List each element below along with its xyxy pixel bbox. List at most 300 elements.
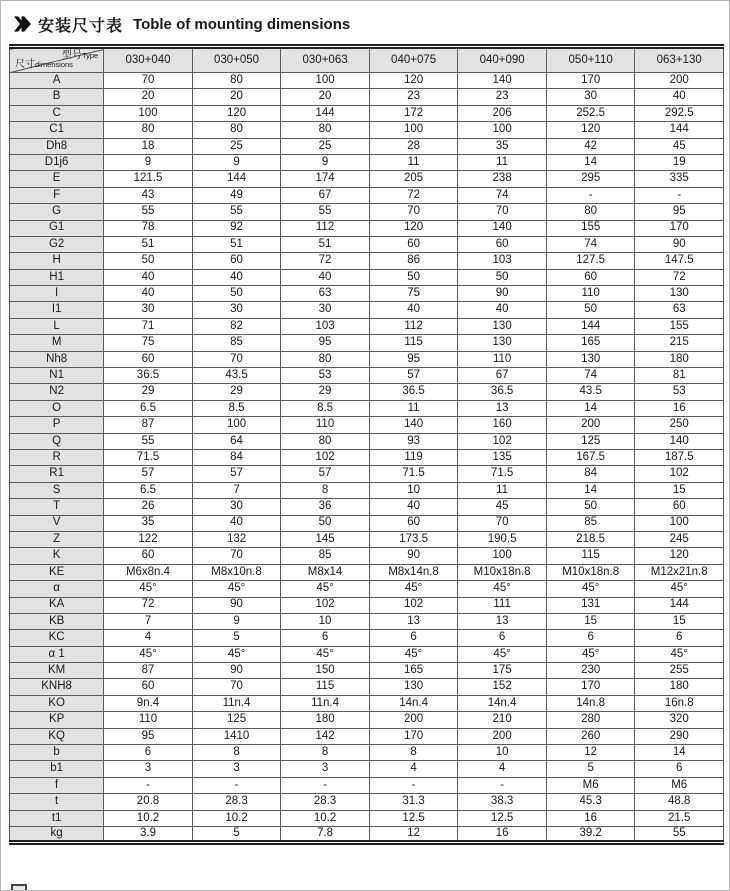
table-row — [10, 613, 724, 629]
value-cell: 80 — [281, 433, 370, 449]
value-cell: 110 — [281, 417, 370, 433]
value-cell: 205 — [369, 171, 458, 187]
value-cell: 121.5 — [104, 171, 193, 187]
value-cell: 82 — [192, 318, 281, 334]
value-cell: 12 — [546, 745, 635, 761]
value-cell: 45 — [635, 138, 724, 154]
value-cell: 3 — [281, 761, 370, 777]
value-cell: 51 — [104, 236, 193, 252]
row-label: E — [10, 171, 104, 187]
value-cell: 85 — [192, 335, 281, 351]
value-cell: 100 — [281, 73, 370, 89]
table-row — [10, 515, 724, 531]
value-cell: 102 — [458, 433, 547, 449]
value-cell: 10.2 — [281, 810, 370, 826]
row-label: α 1 — [10, 646, 104, 662]
value-cell: 102 — [369, 597, 458, 613]
table-row — [10, 695, 724, 711]
column-header: 030+040 — [104, 47, 193, 73]
value-cell: - — [192, 777, 281, 793]
value-cell: 64 — [192, 433, 281, 449]
table-row — [10, 630, 724, 646]
value-cell: 115 — [546, 548, 635, 564]
row-label: A — [10, 73, 104, 89]
value-cell: 29 — [281, 384, 370, 400]
row-label: kg — [10, 826, 104, 842]
value-cell: 13 — [458, 613, 547, 629]
value-cell: 5 — [192, 630, 281, 646]
value-cell: 6 — [635, 761, 724, 777]
value-cell: 70 — [458, 204, 547, 220]
value-cell: 36.5 — [458, 384, 547, 400]
value-cell: 11 — [458, 482, 547, 498]
row-label: S — [10, 482, 104, 498]
value-cell: M8x14 — [281, 564, 370, 580]
value-cell: 80 — [192, 122, 281, 138]
value-cell: 71.5 — [369, 466, 458, 482]
value-cell: 40 — [192, 269, 281, 285]
value-cell: 9 — [281, 154, 370, 170]
value-cell: 14 — [546, 400, 635, 416]
value-cell: 10 — [458, 745, 547, 761]
column-header: 050+110 — [546, 47, 635, 73]
value-cell: 111 — [458, 597, 547, 613]
value-cell: 72 — [104, 597, 193, 613]
table-row — [10, 400, 724, 416]
value-cell: 45° — [458, 581, 547, 597]
value-cell: 42 — [546, 138, 635, 154]
section-title-zh: 安装尺寸表 — [38, 17, 124, 35]
table-row — [10, 351, 724, 367]
value-cell: 70 — [192, 548, 281, 564]
table-row — [10, 482, 724, 498]
value-cell: 36.5 — [104, 368, 193, 384]
row-label: C1 — [10, 122, 104, 138]
value-cell: 45° — [104, 646, 193, 662]
table-row — [10, 663, 724, 679]
value-cell: 20 — [192, 89, 281, 105]
value-cell: 100 — [104, 105, 193, 121]
value-cell: 127.5 — [546, 253, 635, 269]
value-cell: 6 — [635, 630, 724, 646]
value-cell: 132 — [192, 531, 281, 547]
value-cell: 18 — [104, 138, 193, 154]
value-cell: 95 — [635, 204, 724, 220]
value-cell: M6 — [546, 777, 635, 793]
column-header: 040+090 — [458, 47, 547, 73]
table-row — [10, 548, 724, 564]
value-cell: 60 — [104, 548, 193, 564]
row-label: b — [10, 745, 104, 761]
table-row — [10, 564, 724, 580]
value-cell: 40 — [281, 269, 370, 285]
table-row — [10, 826, 724, 842]
value-cell: 57 — [104, 466, 193, 482]
value-cell: 120 — [369, 220, 458, 236]
value-cell: 9 — [192, 154, 281, 170]
value-cell: 53 — [281, 368, 370, 384]
value-cell: - — [369, 777, 458, 793]
value-cell: 130 — [546, 351, 635, 367]
value-cell: 255 — [635, 663, 724, 679]
row-label: α — [10, 581, 104, 597]
value-cell: M6 — [635, 777, 724, 793]
table-row — [10, 646, 724, 662]
value-cell: 11 — [458, 154, 547, 170]
value-cell: - — [635, 187, 724, 203]
value-cell: 13 — [369, 613, 458, 629]
value-cell: 28 — [369, 138, 458, 154]
table-row — [10, 679, 724, 695]
value-cell: 16n.8 — [635, 695, 724, 711]
value-cell: 320 — [635, 712, 724, 728]
value-cell: 50 — [281, 515, 370, 531]
row-label: G2 — [10, 236, 104, 252]
row-label: KB — [10, 613, 104, 629]
value-cell: 130 — [458, 335, 547, 351]
value-cell: 7 — [192, 482, 281, 498]
value-cell: 144 — [635, 597, 724, 613]
value-cell: 112 — [369, 318, 458, 334]
value-cell: 6 — [369, 630, 458, 646]
value-cell: 103 — [281, 318, 370, 334]
row-label: KQ — [10, 728, 104, 744]
table-row — [10, 73, 724, 89]
value-cell: 230 — [546, 663, 635, 679]
row-label: Nh8 — [10, 351, 104, 367]
value-cell: 72 — [635, 269, 724, 285]
value-cell: 72 — [369, 187, 458, 203]
value-cell: 28.3 — [281, 794, 370, 810]
value-cell: 75 — [104, 335, 193, 351]
value-cell: 13 — [458, 400, 547, 416]
value-cell: - — [546, 187, 635, 203]
value-cell: 16 — [635, 400, 724, 416]
row-label: L — [10, 318, 104, 334]
value-cell: M10x18n.8 — [458, 564, 547, 580]
value-cell: 15 — [635, 613, 724, 629]
value-cell: 85 — [546, 515, 635, 531]
value-cell: 55 — [192, 204, 281, 220]
value-cell: 210 — [458, 712, 547, 728]
value-cell: 29 — [104, 384, 193, 400]
column-header: 040+075 — [369, 47, 458, 73]
value-cell: 43.5 — [546, 384, 635, 400]
value-cell: 147.5 — [635, 253, 724, 269]
value-cell: 142 — [281, 728, 370, 744]
value-cell: 20 — [104, 89, 193, 105]
table-row — [10, 318, 724, 334]
value-cell: 50 — [458, 269, 547, 285]
row-label: I — [10, 286, 104, 302]
value-cell: 180 — [635, 679, 724, 695]
value-cell: 10.2 — [104, 810, 193, 826]
row-label: D1j6 — [10, 154, 104, 170]
row-label: R1 — [10, 466, 104, 482]
value-cell: 29 — [192, 384, 281, 400]
value-cell: 80 — [281, 122, 370, 138]
value-cell: 45° — [281, 646, 370, 662]
value-cell: 15 — [635, 482, 724, 498]
row-label: t1 — [10, 810, 104, 826]
value-cell: 25 — [281, 138, 370, 154]
value-cell: 160 — [458, 417, 547, 433]
value-cell: 9n.4 — [104, 695, 193, 711]
value-cell: 7 — [104, 613, 193, 629]
value-cell: 130 — [369, 679, 458, 695]
column-header: 030+063 — [281, 47, 370, 73]
value-cell: 150 — [281, 663, 370, 679]
value-cell: 1410 — [192, 728, 281, 744]
table-row — [10, 368, 724, 384]
value-cell: 16 — [546, 810, 635, 826]
value-cell: 70 — [192, 351, 281, 367]
value-cell: 6 — [104, 745, 193, 761]
value-cell: 45° — [369, 581, 458, 597]
value-cell: 70 — [104, 73, 193, 89]
value-cell: 45° — [192, 646, 281, 662]
value-cell: 119 — [369, 449, 458, 465]
value-cell: 12.5 — [369, 810, 458, 826]
value-cell: M8x14n.8 — [369, 564, 458, 580]
value-cell: 14 — [546, 482, 635, 498]
value-cell: 102 — [281, 449, 370, 465]
value-cell: 120 — [635, 548, 724, 564]
value-cell: 90 — [369, 548, 458, 564]
row-label: C — [10, 105, 104, 121]
value-cell: 30 — [192, 302, 281, 318]
row-label: I1 — [10, 302, 104, 318]
value-cell: 140 — [635, 433, 724, 449]
value-cell: 238 — [458, 171, 547, 187]
value-cell: 3 — [192, 761, 281, 777]
value-cell: 165 — [546, 335, 635, 351]
value-cell: 20 — [281, 89, 370, 105]
value-cell: 215 — [635, 335, 724, 351]
value-cell: 48.8 — [635, 794, 724, 810]
table-row — [10, 499, 724, 515]
value-cell: 26 — [104, 499, 193, 515]
value-cell: 40 — [635, 89, 724, 105]
value-cell: 260 — [546, 728, 635, 744]
row-label: H — [10, 253, 104, 269]
value-cell: 144 — [546, 318, 635, 334]
value-cell: 60 — [458, 236, 547, 252]
value-cell: 80 — [281, 351, 370, 367]
value-cell: 11 — [369, 400, 458, 416]
value-cell: 80 — [104, 122, 193, 138]
value-cell: 6 — [458, 630, 547, 646]
value-cell: 175 — [458, 663, 547, 679]
value-cell: 45° — [635, 646, 724, 662]
value-cell: 165 — [369, 663, 458, 679]
value-cell: 45° — [104, 581, 193, 597]
section-marker-icon — [14, 16, 31, 32]
value-cell: 11n.4 — [192, 695, 281, 711]
table-row — [10, 236, 724, 252]
value-cell: 71 — [104, 318, 193, 334]
value-cell: 36.5 — [369, 384, 458, 400]
value-cell: 70 — [369, 204, 458, 220]
value-cell: 173.5 — [369, 531, 458, 547]
table-row — [10, 531, 724, 547]
value-cell: 6.5 — [104, 482, 193, 498]
value-cell: 170 — [635, 220, 724, 236]
value-cell: 20.8 — [104, 794, 193, 810]
value-cell: 87 — [104, 417, 193, 433]
table-row — [10, 597, 724, 613]
value-cell: M8x10n.8 — [192, 564, 281, 580]
value-cell: 103 — [458, 253, 547, 269]
value-cell: 36 — [281, 499, 370, 515]
value-cell: 85 — [281, 548, 370, 564]
row-label: H1 — [10, 269, 104, 285]
value-cell: 130 — [458, 318, 547, 334]
table-row — [10, 761, 724, 777]
value-cell: 252.5 — [546, 105, 635, 121]
value-cell: 16 — [458, 826, 547, 842]
value-cell: 122 — [104, 531, 193, 547]
value-cell: 63 — [635, 302, 724, 318]
value-cell: 45° — [635, 581, 724, 597]
value-cell: 200 — [369, 712, 458, 728]
row-label: KNH8 — [10, 679, 104, 695]
value-cell: 187.5 — [635, 449, 724, 465]
value-cell: 14 — [546, 154, 635, 170]
value-cell: 23 — [369, 89, 458, 105]
value-cell: 145 — [281, 531, 370, 547]
table-row — [10, 302, 724, 318]
value-cell: 51 — [281, 236, 370, 252]
value-cell: 144 — [192, 171, 281, 187]
row-label: K — [10, 548, 104, 564]
value-cell: 45° — [192, 581, 281, 597]
row-label: G1 — [10, 220, 104, 236]
value-cell: 8 — [281, 482, 370, 498]
value-cell: 180 — [635, 351, 724, 367]
value-cell: 28.3 — [192, 794, 281, 810]
value-cell: 50 — [546, 499, 635, 515]
value-cell: 25 — [192, 138, 281, 154]
value-cell: 19 — [635, 154, 724, 170]
value-cell: 30 — [192, 499, 281, 515]
value-cell: 81 — [635, 368, 724, 384]
value-cell: 45° — [281, 581, 370, 597]
value-cell: 4 — [369, 761, 458, 777]
value-cell: 10 — [369, 482, 458, 498]
table-row — [10, 745, 724, 761]
table-row — [10, 810, 724, 826]
value-cell: 9 — [192, 613, 281, 629]
value-cell: - — [281, 777, 370, 793]
value-cell: 50 — [546, 302, 635, 318]
value-cell: 40 — [192, 515, 281, 531]
value-cell: 140 — [458, 220, 547, 236]
row-label: N1 — [10, 368, 104, 384]
row-label: R — [10, 449, 104, 465]
value-cell: 5 — [546, 761, 635, 777]
value-cell: 45 — [458, 499, 547, 515]
value-cell: 12 — [369, 826, 458, 842]
value-cell: 131 — [546, 597, 635, 613]
value-cell: - — [104, 777, 193, 793]
row-label: V — [10, 515, 104, 531]
value-cell: 57 — [369, 368, 458, 384]
value-cell: 115 — [369, 335, 458, 351]
value-cell: 190.5 — [458, 531, 547, 547]
row-label: KE — [10, 564, 104, 580]
value-cell: 135 — [458, 449, 547, 465]
value-cell: 60 — [369, 236, 458, 252]
section-title-en: Toble of mounting dimensions — [133, 15, 351, 33]
value-cell: 55 — [281, 204, 370, 220]
table-row — [10, 187, 724, 203]
value-cell: 23 — [458, 89, 547, 105]
value-cell: 170 — [546, 679, 635, 695]
value-cell: 35 — [458, 138, 547, 154]
value-cell: 39.2 — [546, 826, 635, 842]
row-label: t — [10, 794, 104, 810]
value-cell: 11n.4 — [281, 695, 370, 711]
value-cell: 55 — [104, 204, 193, 220]
value-cell: 130 — [635, 286, 724, 302]
table-row — [10, 449, 724, 465]
value-cell: 292.5 — [635, 105, 724, 121]
value-cell: 57 — [281, 466, 370, 482]
value-cell: 70 — [192, 679, 281, 695]
value-cell: 40 — [104, 286, 193, 302]
value-cell: 15 — [546, 613, 635, 629]
value-cell: M6x8n.4 — [104, 564, 193, 580]
value-cell: 60 — [546, 269, 635, 285]
value-cell: 245 — [635, 531, 724, 547]
value-cell: 43 — [104, 187, 193, 203]
row-label: Z — [10, 531, 104, 547]
table-row — [10, 335, 724, 351]
value-cell: 84 — [192, 449, 281, 465]
value-cell: 50 — [104, 253, 193, 269]
value-cell: 30 — [546, 89, 635, 105]
value-cell: 45° — [546, 646, 635, 662]
value-cell: 200 — [458, 728, 547, 744]
value-cell: 60 — [104, 679, 193, 695]
value-cell: 290 — [635, 728, 724, 744]
value-cell: 200 — [635, 73, 724, 89]
row-label: KM — [10, 663, 104, 679]
value-cell: M10x18n.8 — [546, 564, 635, 580]
value-cell: 55 — [104, 433, 193, 449]
corner-type-label: 型号Type — [61, 50, 99, 61]
value-cell: 144 — [281, 105, 370, 121]
value-cell: 250 — [635, 417, 724, 433]
value-cell: 7.8 — [281, 826, 370, 842]
value-cell: 40 — [104, 269, 193, 285]
value-cell: 63 — [281, 286, 370, 302]
value-cell: 120 — [369, 73, 458, 89]
value-cell: 3.9 — [104, 826, 193, 842]
table-row — [10, 417, 724, 433]
value-cell: 95 — [104, 728, 193, 744]
value-cell: 6 — [546, 630, 635, 646]
value-cell: 80 — [546, 204, 635, 220]
row-label: KO — [10, 695, 104, 711]
value-cell: 4 — [458, 761, 547, 777]
value-cell: 10 — [281, 613, 370, 629]
value-cell: 72 — [281, 253, 370, 269]
value-cell: 102 — [635, 466, 724, 482]
value-cell: 40 — [369, 499, 458, 515]
value-cell: 8 — [281, 745, 370, 761]
